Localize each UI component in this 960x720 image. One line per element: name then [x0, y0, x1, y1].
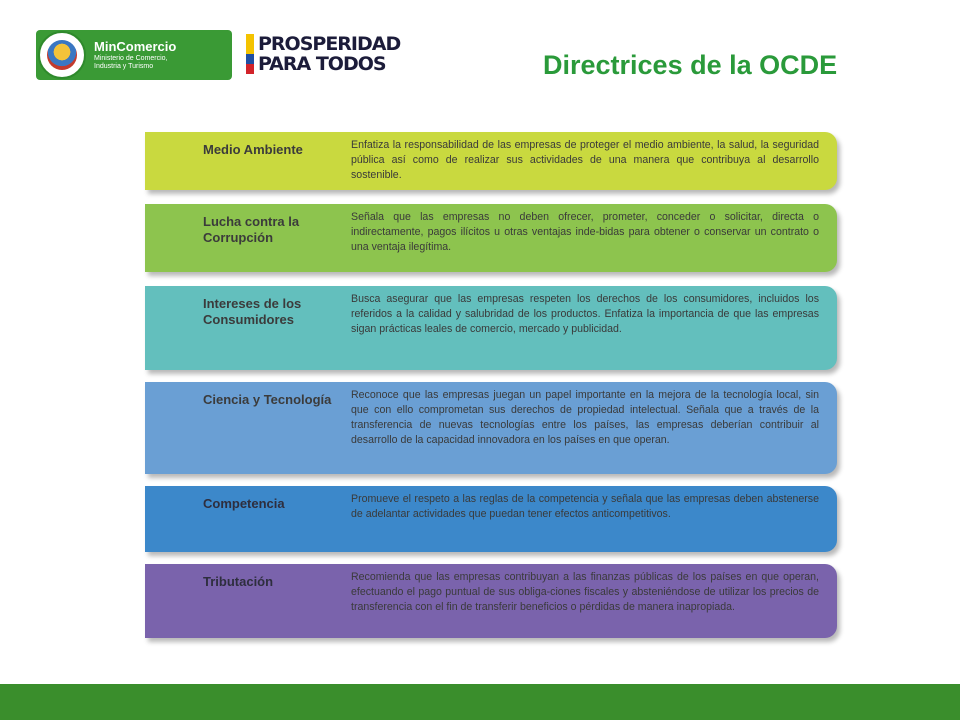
guideline-row-ciencia-tecnologia	[145, 382, 837, 474]
mincomercio-name: MinComercio	[94, 38, 177, 54]
mincomercio-subtitle-1: Ministerio de Comercio,	[94, 55, 168, 63]
colombia-flag-icon	[246, 34, 254, 74]
guideline-title: Ciencia y Tecnología	[203, 392, 332, 407]
mincomercio-subtitle-2: Industria y Turismo	[94, 62, 154, 70]
guideline-description: Reconoce que las empresas juegan un papel importante en la mejora de la tecnología local, sin que con ello comprometan sus derechos de propiedad intelectual. Señala que a través de la transferencia de nuevas tecnologías entre los países, las empresas deberían contribuir al desarrollo de la capacidad innovadora en los países en que operan.	[351, 389, 819, 446]
coat-of-arms-icon	[38, 31, 86, 79]
guideline-description: Recomienda que las empresas contribuyan a las finanzas públicas de los países en que operan, efectuando el pago puntual de sus obliga-ciones fiscales y absteniéndose de utilizar los precios de transferencia con el fin de transferir beneficios o pérdidas de manera inapropiada.	[351, 571, 819, 613]
mincomercio-text	[94, 40, 176, 70]
guideline-row-tributacion	[145, 564, 837, 638]
prosperidad-line-1: PROSPERIDAD	[258, 33, 401, 55]
mincomercio-logo	[36, 30, 232, 80]
prosperidad-line-2: PARA TODOS	[258, 53, 386, 75]
slide-header	[0, 0, 960, 110]
guideline-row-competencia	[145, 486, 837, 552]
prosperidad-logo	[246, 34, 400, 74]
guideline-title: Tributación	[203, 574, 274, 589]
guideline-title: Medio Ambiente	[203, 142, 303, 157]
guideline-row-corrupcion	[145, 204, 837, 272]
guideline-description: Señala que las empresas no deben ofrecer, prometer, conceder o solicitar, directa o indirectamente, pagos ilícitos u otras ventajas inde-bidas para obtener o conservar un contrato o una ventaja ilegítima.	[351, 211, 819, 253]
guideline-title: Competencia	[203, 496, 285, 511]
slide-title: Directrices de la OCDE	[543, 50, 838, 80]
prosperidad-text	[258, 34, 400, 74]
guideline-title: Intereses de los Consumidores	[203, 296, 302, 327]
guideline-row-consumidores	[145, 286, 837, 370]
guidelines-table	[145, 132, 837, 650]
guideline-description: Busca asegurar que las empresas respeten los derechos de los consumidores, incluidos los referidos a la calidad y salubridad de los productos. Enfatiza la importancia de que las empresas sigan prácticas leales de comercio, mercado y publicidad.	[351, 293, 819, 335]
guideline-description: Promueve el respeto a las reglas de la competencia y señala que las empresas deben abstenerse de adelantar actividades que puedan tener efectos anticompetitivos.	[351, 493, 819, 520]
guideline-row-medio-ambiente	[145, 132, 837, 190]
footer-bar	[0, 684, 960, 720]
guideline-title: Lucha contra la Corrupción	[203, 214, 300, 245]
guideline-description: Enfatiza la responsabilidad de las empresas de proteger el medio ambiente, la salud, la seguridad pública así como de realizar sus actividades de una manera que contribuya al desarrollo sostenible.	[351, 139, 819, 181]
